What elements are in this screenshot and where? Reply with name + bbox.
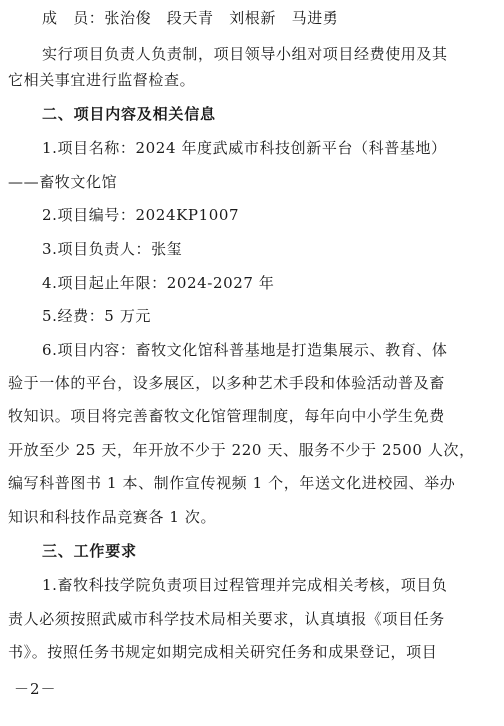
item-6-line-5: 编写科普图书 1 本、制作宣传视频 1 个，年送文化进校园、举办 [8,474,456,492]
page-number: －2－ [14,680,57,698]
item-6-line-4: 开放至少 25 天，年开放不少于 220 天、服务不少于 2500 人次， [8,441,475,459]
responsibility-line-1: 实行项目负责人负责制，项目领导小组对项目经费使用及其 [42,45,448,63]
responsibility-line-2: 它相关事宜进行监督检查。 [8,71,196,89]
section-3-heading: 三、工作要求 [42,542,137,560]
requirement-1-line-2: 责人必须按照武威市科学技术局相关要求，认真填报《项目任务 [8,610,445,628]
requirement-1-line-3: 书》。按照任务书规定如期完成相关研究任务和成果登记，项目 [8,643,438,661]
item-6-line-3: 牧知识。项目将完善畜牧文化馆管理制度，每年向中小学生免费 [8,407,445,425]
item-4-project-period: 4.项目起止年限：2024-2027 年 [42,274,275,292]
item-5-funding: 5.经费：5 万元 [42,307,152,325]
requirement-1-line-1: 1.畜牧科技学院负责项目过程管理并完成相关考核，项目负 [42,576,448,594]
item-3-project-lead: 3.项目负责人：张玺 [42,240,183,258]
section-2-heading: 二、项目内容及相关信息 [42,105,216,123]
item-6-line-2: 验于一体的平台，设多展区，以多种艺术手段和体验活动普及畜 [8,374,445,392]
item-6-line-1: 6.项目内容：畜牧文化馆科普基地是打造集展示、教育、体 [42,341,448,359]
item-6-line-6: 知识和科技作品竞赛各 1 次。 [8,508,217,526]
item-1-line-2: ——畜牧文化馆 [8,173,118,191]
item-2-project-number: 2.项目编号：2024KP1007 [42,206,240,224]
members-line: 成 员：张治俊 段天青 刘根新 马进勇 [42,9,339,27]
item-1-line-1: 1.项目名称：2024 年度武威市科技创新平台（科普基地） [42,139,447,157]
